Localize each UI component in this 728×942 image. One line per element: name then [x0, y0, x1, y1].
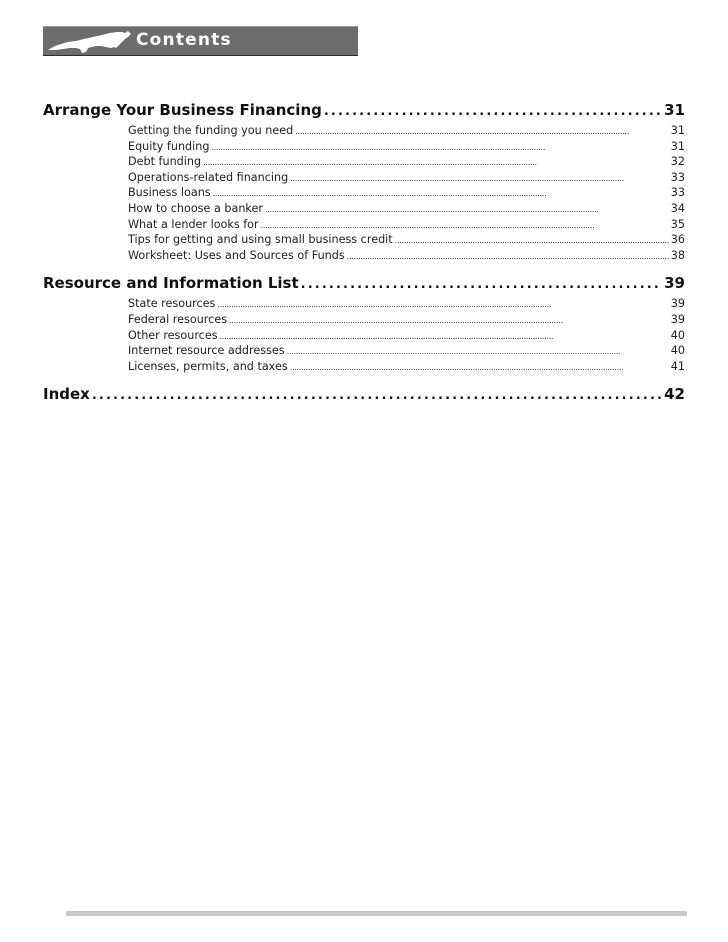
toc-subentry-page: 34	[670, 201, 685, 215]
toc-subentry-title: Licenses, permits, and taxes	[128, 359, 288, 373]
dot-leader	[220, 332, 669, 341]
toc-subentry-page: 40	[670, 328, 685, 342]
toc-chapter-entry[interactable]	[43, 385, 685, 407]
toc-subentry-page: 40	[670, 344, 685, 358]
dot-leader	[92, 388, 662, 403]
dot-leader	[301, 277, 662, 292]
dot-leader	[395, 236, 669, 245]
toc-section	[43, 274, 685, 375]
toc-subentry-title: Business loans	[128, 186, 211, 200]
toc-subentry-page: 39	[670, 297, 685, 311]
dot-leader	[324, 104, 662, 119]
toc-subentry[interactable]	[43, 140, 685, 156]
toc-subentry-title: Getting the funding you need	[128, 124, 294, 137]
table-of-contents	[43, 101, 685, 407]
toc-subentry-list	[43, 124, 685, 264]
toc-subentry[interactable]	[43, 344, 685, 360]
footer-rule	[66, 911, 687, 916]
toc-subentry-page: 32	[670, 155, 685, 169]
toc-subentry-page: 31	[670, 124, 685, 137]
toc-chapter-title: Arrange Your Business Financing	[43, 101, 322, 119]
toc-subentry-title: Debt funding	[128, 155, 202, 169]
toc-chapter-title: Resource and Information List	[43, 274, 299, 293]
north-carolina-map-icon	[46, 29, 142, 55]
dot-leader	[347, 252, 669, 261]
dot-leader	[229, 316, 669, 325]
toc-subentry[interactable]	[43, 124, 685, 140]
toc-subentry[interactable]	[43, 360, 685, 376]
toc-subentry-page: 33	[670, 186, 685, 200]
toc-subentry-title: How to choose a banker	[128, 201, 263, 215]
dot-leader	[290, 174, 669, 183]
toc-subentry-title: Equity funding	[128, 139, 210, 153]
toc-subentry-list	[43, 297, 685, 375]
toc-chapter-entry[interactable]	[43, 101, 685, 123]
toc-subentry-title: Federal resources	[128, 312, 228, 326]
dot-leader	[213, 189, 669, 198]
toc-subentry-title: Worksheet: Uses and Sources of Funds	[128, 248, 345, 262]
dot-leader	[217, 300, 668, 309]
dot-leader	[295, 127, 669, 136]
contents-title: Contents	[136, 30, 232, 50]
toc-subentry-page: 41	[670, 359, 685, 373]
toc-subentry-title: Tips for getting and using small business credit	[128, 233, 393, 247]
toc-subentry[interactable]	[43, 329, 685, 345]
toc-subentry-page: 38	[670, 248, 685, 262]
toc-subentry-page: 31	[670, 139, 685, 153]
toc-subentry[interactable]	[43, 171, 685, 187]
toc-subentry-page: 36	[670, 233, 685, 247]
contents-header-bar	[43, 26, 358, 56]
toc-subentry[interactable]	[43, 186, 685, 202]
toc-chapter-title: Index	[43, 385, 90, 404]
toc-subentry-page: 39	[670, 312, 685, 326]
toc-subentry[interactable]	[43, 297, 685, 313]
dot-leader	[265, 205, 669, 214]
toc-subentry[interactable]	[43, 155, 685, 171]
dot-leader	[211, 143, 668, 152]
toc-chapter-page: 39	[664, 274, 685, 293]
dot-leader	[290, 363, 669, 372]
toc-subentry-title: Other resources	[128, 328, 218, 342]
toc-subentry[interactable]	[43, 249, 685, 265]
toc-subentry[interactable]	[43, 313, 685, 329]
dot-leader	[287, 347, 669, 356]
toc-section	[43, 385, 685, 407]
toc-section	[43, 101, 685, 264]
toc-chapter-page: 31	[664, 101, 685, 119]
toc-chapter-entry[interactable]	[43, 274, 685, 296]
toc-subentry-title: Internet resource addresses	[128, 344, 285, 358]
toc-subentry-title: State resources	[128, 297, 216, 311]
toc-subentry-page: 35	[670, 217, 685, 231]
toc-subentry[interactable]	[43, 233, 685, 249]
toc-subentry[interactable]	[43, 218, 685, 234]
dot-leader	[261, 221, 669, 230]
toc-chapter-page: 42	[664, 385, 685, 404]
toc-subentry-title: What a lender looks for	[128, 217, 259, 231]
dot-leader	[203, 158, 669, 167]
toc-subentry[interactable]	[43, 202, 685, 218]
toc-subentry-title: Operations-related financing	[128, 170, 289, 184]
toc-subentry-page: 33	[670, 170, 685, 184]
